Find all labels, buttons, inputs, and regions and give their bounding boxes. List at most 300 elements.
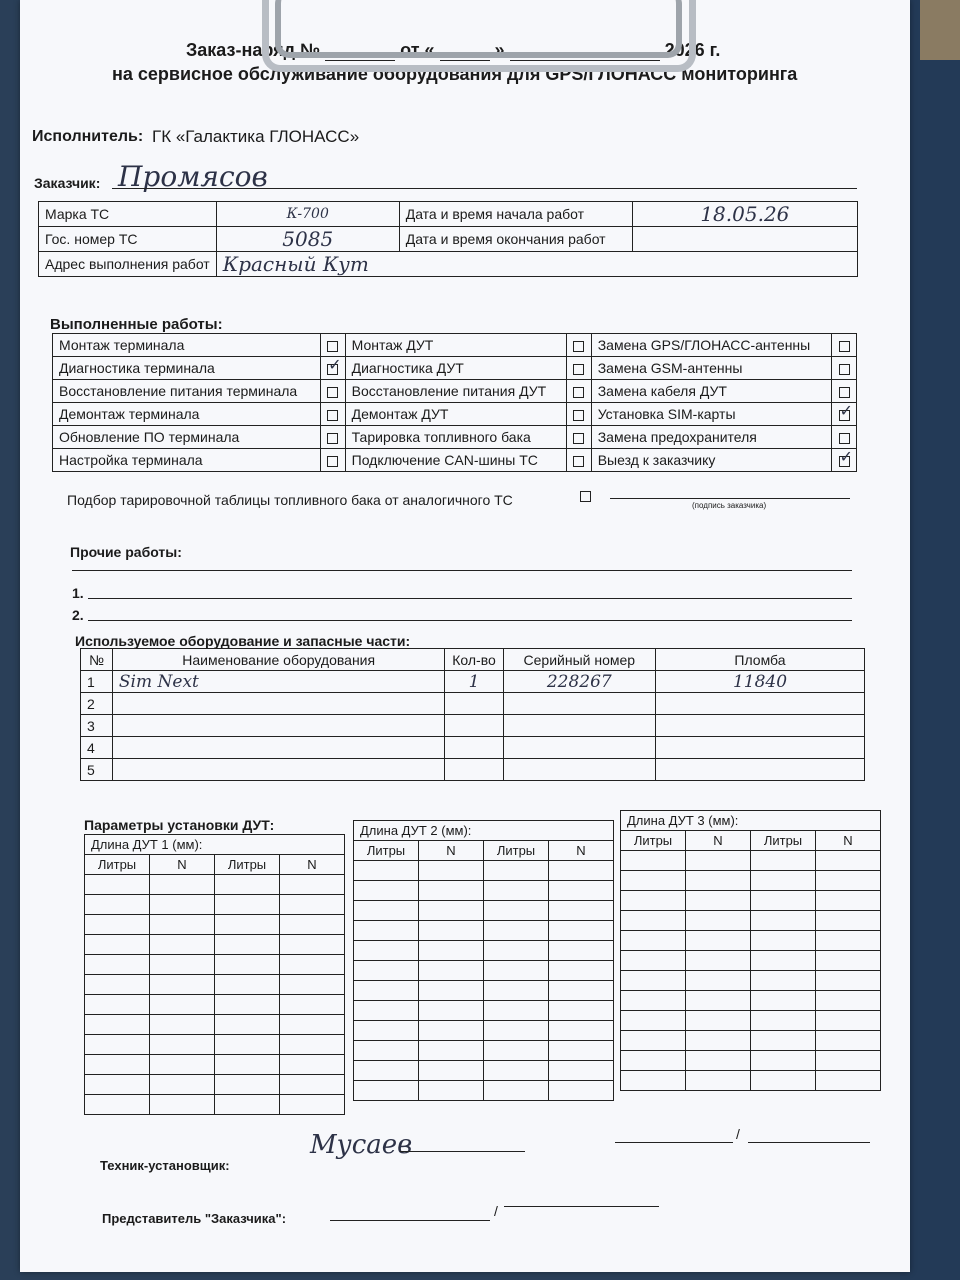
dut-cell[interactable] (85, 935, 150, 955)
work-item-label: Настройка терминала (53, 449, 321, 472)
dut-row (354, 1081, 614, 1101)
dut-cell[interactable] (549, 1061, 614, 1081)
dut-cell[interactable] (751, 871, 816, 891)
equipment-label: Используемое оборудование и запасные части: (75, 633, 411, 649)
dut-params-label: Параметры установки ДУТ: (84, 817, 275, 833)
executor-value: ГК «Галактика ГЛОНАСС» (152, 127, 360, 146)
dut-row (85, 1055, 345, 1075)
dut-cell[interactable] (215, 1035, 280, 1055)
work-item-label: Диагностика ДУТ (345, 357, 566, 380)
customer-value[interactable]: Промясов (118, 160, 268, 193)
work-item-label: Демонтаж ДУТ (345, 403, 566, 426)
work-item-label: Восстановление питания ДУТ (345, 380, 566, 403)
dut-cell[interactable] (354, 981, 419, 1001)
order-date-label: от « (400, 40, 435, 60)
dut-cell[interactable] (549, 861, 614, 881)
works-label: Выполненные работы: (50, 316, 223, 333)
tariff-signature-line[interactable] (610, 498, 850, 499)
work-item-checkbox[interactable] (327, 364, 338, 375)
dut-cell[interactable] (354, 1081, 419, 1101)
customer-rep-name-line[interactable] (504, 1206, 659, 1207)
dut-cell[interactable] (150, 935, 215, 955)
page-subtitle: на сервисное обслуживание оборудования для GPS/ГЛОНАСС мониторинга (112, 64, 798, 84)
equipment-cell[interactable] (445, 715, 503, 737)
dut-cell[interactable] (549, 941, 614, 961)
work-item-label: Восстановление питания терминала (53, 380, 321, 403)
dut-row (354, 1001, 614, 1021)
dut-row (354, 961, 614, 981)
dut-cell[interactable] (419, 941, 484, 961)
dut-cell[interactable] (751, 971, 816, 991)
signature-line-b[interactable] (748, 1142, 870, 1143)
dut-cell[interactable] (85, 1015, 150, 1035)
dut-cell[interactable] (816, 931, 881, 951)
dut-cell[interactable] (419, 861, 484, 881)
work-item-checkbox-cell (832, 449, 857, 472)
dut-cell[interactable] (85, 1055, 150, 1075)
dut-cell[interactable] (85, 1075, 150, 1095)
dut-cell[interactable] (621, 1011, 686, 1031)
work-item-label: Выезд к заказчику (591, 449, 831, 472)
dut-cell[interactable] (280, 875, 345, 895)
technician-name-line[interactable] (400, 1151, 525, 1152)
work-item-checkbox[interactable] (839, 387, 850, 398)
dut-cell[interactable] (484, 961, 549, 981)
dut-cell[interactable] (686, 1031, 751, 1051)
dut-cell[interactable] (215, 875, 280, 895)
dut-row (621, 871, 881, 891)
dut-cell[interactable] (150, 895, 215, 915)
other-works-item-2: 2. (72, 607, 84, 623)
dut-cell[interactable] (816, 971, 881, 991)
dut-cell[interactable] (686, 891, 751, 911)
dut-cell[interactable] (150, 1015, 215, 1035)
end-value[interactable] (632, 227, 857, 252)
dut-cell[interactable] (686, 871, 751, 891)
signature-slash-a: / (736, 1126, 740, 1142)
dut-row (621, 851, 881, 871)
equipment-cell[interactable] (655, 759, 864, 781)
dut-cell[interactable] (215, 915, 280, 935)
work-item-checkbox[interactable] (839, 433, 850, 444)
dut-cell[interactable] (751, 1011, 816, 1031)
equipment-table (80, 648, 865, 781)
dut-cell[interactable] (816, 891, 881, 911)
equipment-cell: 5 (81, 759, 113, 781)
dut-row (621, 911, 881, 931)
dut-cell[interactable] (419, 1081, 484, 1101)
equipment-cell[interactable] (655, 693, 864, 715)
dut-cell[interactable] (419, 1021, 484, 1041)
dut-row (354, 861, 614, 881)
dut-cell[interactable] (751, 991, 816, 1011)
equipment-cell[interactable] (445, 759, 503, 781)
work-item-checkbox[interactable] (327, 433, 338, 444)
dut-cell[interactable] (686, 911, 751, 931)
dut-cell[interactable] (621, 851, 686, 871)
dut-cell[interactable] (419, 981, 484, 1001)
equipment-cell[interactable] (503, 715, 655, 737)
dut-cell[interactable] (85, 955, 150, 975)
dut-header-cell: N (419, 841, 484, 861)
dut-table (84, 834, 345, 1115)
end-label: Дата и время окончания работ (399, 227, 632, 252)
other-works-line-2[interactable] (88, 620, 852, 621)
equipment-cell[interactable] (503, 759, 655, 781)
dut-cell[interactable] (549, 881, 614, 901)
dut-cell[interactable] (150, 1075, 215, 1095)
dut-cell[interactable] (85, 915, 150, 935)
dut-cell[interactable] (484, 941, 549, 961)
make-label: Марка ТС (39, 202, 217, 227)
customer-rep-signature-line[interactable] (330, 1220, 490, 1221)
work-item-checkbox-cell (566, 426, 591, 449)
dut-row (354, 901, 614, 921)
work-item-label: Подключение CAN-шины ТС (345, 449, 566, 472)
dut-row (621, 1071, 881, 1091)
works-row (53, 426, 857, 449)
work-item-checkbox-cell (566, 357, 591, 380)
dut-header-cell: N (280, 855, 345, 875)
dut-cell[interactable] (280, 895, 345, 915)
dut-cell[interactable] (280, 995, 345, 1015)
equipment-cell[interactable]: 1 (445, 671, 503, 693)
dut-cell[interactable] (484, 861, 549, 881)
dut-cell[interactable] (621, 871, 686, 891)
dut-cell[interactable] (686, 931, 751, 951)
technician-label: Техник-установщик: (100, 1158, 230, 1173)
work-item-checkbox-cell (832, 403, 857, 426)
dut-cell[interactable] (354, 1061, 419, 1081)
dut-cell[interactable] (621, 991, 686, 1011)
equipment-cell[interactable] (503, 693, 655, 715)
equipment-header-cell: № (81, 649, 113, 671)
work-item-checkbox[interactable] (327, 387, 338, 398)
dut-cell[interactable] (686, 1051, 751, 1071)
dut-row (621, 991, 881, 1011)
work-item-checkbox[interactable] (327, 456, 338, 467)
dut-cell[interactable] (686, 851, 751, 871)
dut-header-cell: Литры (484, 841, 549, 861)
dut-cell[interactable] (686, 951, 751, 971)
dut-row (85, 935, 345, 955)
work-item-checkbox[interactable] (573, 433, 584, 444)
dut-cell[interactable] (621, 931, 686, 951)
dut-cell[interactable] (686, 991, 751, 1011)
dut-cell[interactable] (354, 921, 419, 941)
dut-cell[interactable] (816, 1051, 881, 1071)
dut-cell[interactable] (85, 1095, 150, 1115)
dut-cell[interactable] (621, 1071, 686, 1091)
work-item-checkbox-cell (566, 449, 591, 472)
work-item-checkbox[interactable] (573, 341, 584, 352)
dut-row (621, 1011, 881, 1031)
dut-cell[interactable] (85, 875, 150, 895)
work-item-checkbox-cell (320, 334, 345, 357)
equipment-cell[interactable] (112, 715, 445, 737)
dut-cell[interactable] (549, 921, 614, 941)
dut-row (85, 955, 345, 975)
dut-row (354, 1061, 614, 1081)
dut-cell[interactable] (751, 1071, 816, 1091)
dut-cell[interactable] (621, 1051, 686, 1071)
dut-table (353, 820, 614, 1101)
dut-cell[interactable] (215, 975, 280, 995)
dut-row (621, 891, 881, 911)
dut-cell[interactable] (280, 975, 345, 995)
order-date-close: » (494, 40, 505, 60)
dut-3-block (620, 810, 881, 1091)
equipment-header-cell: Наименование оборудования (112, 649, 445, 671)
dut-cell[interactable] (280, 935, 345, 955)
dut-cell[interactable] (85, 995, 150, 1015)
dut-cell[interactable] (85, 895, 150, 915)
dut-cell[interactable] (354, 941, 419, 961)
dut-cell[interactable] (354, 861, 419, 881)
dut-row (85, 1015, 345, 1035)
dut-cell[interactable] (549, 1001, 614, 1021)
dut-cell[interactable] (816, 1011, 881, 1031)
work-item-label: Замена GSM-антенны (591, 357, 831, 380)
equipment-cell[interactable]: 11840 (655, 671, 864, 693)
dut-cell[interactable] (419, 1041, 484, 1061)
dut-cell[interactable] (751, 1051, 816, 1071)
dut-cell[interactable] (215, 1095, 280, 1115)
dut-row (354, 1021, 614, 1041)
work-item-label: Замена предохранителя (591, 426, 831, 449)
dut-length-label[interactable]: Длина ДУТ 2 (мм): (354, 821, 614, 841)
dut-cell[interactable] (150, 915, 215, 935)
dut-cell[interactable] (484, 981, 549, 1001)
dut-cell[interactable] (354, 901, 419, 921)
dut-cell[interactable] (150, 995, 215, 1015)
dut-cell[interactable] (419, 1001, 484, 1021)
work-item-checkbox[interactable] (327, 410, 338, 421)
tariff-label: Подбор тарировочной таблицы топливного бака от аналогичного ТС (67, 492, 513, 508)
dut-cell[interactable] (751, 911, 816, 931)
dut-cell[interactable] (549, 1021, 614, 1041)
dut-cell[interactable] (354, 1041, 419, 1061)
dut-cell[interactable] (484, 1021, 549, 1041)
dut-header-cell: Литры (215, 855, 280, 875)
customer-underline (112, 188, 857, 189)
equipment-cell[interactable] (445, 693, 503, 715)
dut-row (354, 881, 614, 901)
other-works-label: Прочие работы: (70, 544, 182, 560)
dut-cell[interactable] (816, 951, 881, 971)
dut-row (85, 875, 345, 895)
dut-cell[interactable] (419, 881, 484, 901)
dut-cell[interactable] (549, 1041, 614, 1061)
dut-cell[interactable] (751, 931, 816, 951)
background-surface (920, 0, 960, 60)
start-label: Дата и время начала работ (399, 202, 632, 227)
dut-cell[interactable] (751, 1031, 816, 1051)
address-label: Адрес выполнения работ (39, 252, 217, 277)
customer-label: Заказчик: (34, 175, 101, 191)
work-item-checkbox[interactable] (573, 387, 584, 398)
dut-cell[interactable] (280, 1055, 345, 1075)
dut-cell[interactable] (621, 971, 686, 991)
work-item-checkbox[interactable] (327, 341, 338, 352)
address-value[interactable]: Красный Кут (216, 252, 857, 277)
equipment-row (81, 759, 865, 781)
equipment-cell[interactable] (112, 693, 445, 715)
dut-cell[interactable] (484, 1041, 549, 1061)
dut-2-block (353, 820, 614, 1101)
dut-cell[interactable] (621, 891, 686, 911)
equipment-header-cell: Серийный номер (503, 649, 655, 671)
work-item-label: Демонтаж терминала (53, 403, 321, 426)
dut-cell[interactable] (751, 891, 816, 911)
dut-cell[interactable] (419, 961, 484, 981)
work-item-checkbox[interactable] (839, 410, 850, 421)
dut-cell[interactable] (85, 975, 150, 995)
signature-line-a[interactable] (615, 1142, 733, 1143)
dut-cell[interactable] (816, 991, 881, 1011)
equipment-cell[interactable] (503, 737, 655, 759)
dut-cell[interactable] (280, 1015, 345, 1035)
dut-length-label[interactable]: Длина ДУТ 1 (мм): (85, 835, 345, 855)
dut-row (354, 981, 614, 1001)
dut-length-label[interactable]: Длина ДУТ 3 (мм): (621, 811, 881, 831)
dut-cell[interactable] (621, 1031, 686, 1051)
dut-cell[interactable] (280, 1095, 345, 1115)
dut-cell[interactable] (484, 1081, 549, 1101)
dut-row (85, 1035, 345, 1055)
works-row (53, 449, 857, 472)
equipment-cell: 2 (81, 693, 113, 715)
work-item-checkbox[interactable] (839, 341, 850, 352)
equipment-cell[interactable] (112, 737, 445, 759)
dut-cell[interactable] (816, 851, 881, 871)
other-works-line[interactable] (72, 570, 852, 571)
work-item-checkbox[interactable] (573, 456, 584, 467)
dut-cell[interactable] (280, 1075, 345, 1095)
work-item-checkbox-cell (832, 380, 857, 403)
dut-cell[interactable] (215, 895, 280, 915)
equipment-cell[interactable]: 228267 (503, 671, 655, 693)
dut-cell[interactable] (816, 1071, 881, 1091)
dut-cell[interactable] (150, 1055, 215, 1075)
other-works-line-1[interactable] (88, 598, 852, 599)
dut-cell[interactable] (419, 1061, 484, 1081)
dut-row (621, 1031, 881, 1051)
make-value[interactable]: К-700 (216, 202, 399, 227)
dut-cell[interactable] (484, 881, 549, 901)
dut-cell[interactable] (419, 921, 484, 941)
dut-row (621, 971, 881, 991)
dut-cell[interactable] (549, 981, 614, 1001)
work-item-label: Установка SIM-карты (591, 403, 831, 426)
executor-label: Исполнитель: (32, 128, 144, 145)
plate-value[interactable]: 5085 (216, 227, 399, 252)
dut-cell[interactable] (686, 971, 751, 991)
dut-cell[interactable] (150, 975, 215, 995)
dut-header-cell: Литры (751, 831, 816, 851)
technician-signature[interactable]: Мусаев (310, 1130, 413, 1160)
dut-cell[interactable] (150, 955, 215, 975)
work-order-sheet (20, 0, 910, 1272)
work-item-label: Замена кабеля ДУТ (591, 380, 831, 403)
dut-cell[interactable] (150, 1035, 215, 1055)
dut-cell[interactable] (484, 901, 549, 921)
dut-cell[interactable] (816, 911, 881, 931)
dut-header-cell: N (150, 855, 215, 875)
dut-cell[interactable] (215, 955, 280, 975)
work-item-checkbox-cell (320, 426, 345, 449)
equipment-cell[interactable] (445, 737, 503, 759)
dut-cell[interactable] (354, 1001, 419, 1021)
dut-cell[interactable] (816, 1031, 881, 1051)
order-year: 2026 г. (664, 40, 721, 60)
start-value[interactable]: 18.05.26 (632, 202, 857, 227)
work-item-checkbox[interactable] (573, 410, 584, 421)
work-item-checkbox-cell (566, 403, 591, 426)
dut-cell[interactable] (215, 935, 280, 955)
works-table (52, 333, 857, 472)
dut-cell[interactable] (280, 955, 345, 975)
tariff-checkbox[interactable] (580, 491, 591, 502)
equipment-cell[interactable]: Sim Next (112, 671, 445, 693)
work-item-label: Монтаж терминала (53, 334, 321, 357)
dut-cell[interactable] (816, 871, 881, 891)
dut-cell[interactable] (621, 951, 686, 971)
dut-cell[interactable] (280, 1035, 345, 1055)
dut-cell[interactable] (549, 961, 614, 981)
dut-cell[interactable] (751, 951, 816, 971)
dut-cell[interactable] (215, 995, 280, 1015)
work-item-checkbox[interactable] (573, 364, 584, 375)
dut-cell[interactable] (484, 921, 549, 941)
dut-cell[interactable] (484, 1061, 549, 1081)
dut-cell[interactable] (419, 901, 484, 921)
dut-cell[interactable] (354, 1021, 419, 1041)
dut-row (85, 1095, 345, 1115)
dut-cell[interactable] (215, 1015, 280, 1035)
dut-cell[interactable] (85, 1035, 150, 1055)
dut-cell[interactable] (549, 901, 614, 921)
dut-cell[interactable] (751, 851, 816, 871)
dut-row (621, 951, 881, 971)
dut-cell[interactable] (621, 911, 686, 931)
work-item-label: Замена GPS/ГЛОНАСС-антенны (591, 334, 831, 357)
work-item-checkbox-cell (320, 357, 345, 380)
dut-header-cell: Литры (85, 855, 150, 875)
dut-cell[interactable] (686, 1071, 751, 1091)
dut-cell[interactable] (686, 1011, 751, 1031)
dut-cell[interactable] (484, 1001, 549, 1021)
dut-row (85, 895, 345, 915)
work-item-checkbox[interactable] (839, 456, 850, 467)
equipment-cell[interactable] (655, 715, 864, 737)
dut-cell[interactable] (150, 1095, 215, 1115)
dut-cell[interactable] (215, 1075, 280, 1095)
dut-cell[interactable] (354, 881, 419, 901)
dut-table (620, 810, 881, 1091)
dut-row (354, 941, 614, 961)
dut-cell[interactable] (280, 915, 345, 935)
order-number-label: Заказ-наряд № (186, 40, 321, 60)
dut-cell[interactable] (150, 875, 215, 895)
work-item-checkbox[interactable] (839, 364, 850, 375)
equipment-cell[interactable] (112, 759, 445, 781)
dut-cell[interactable] (354, 961, 419, 981)
equipment-cell[interactable] (655, 737, 864, 759)
dut-cell[interactable] (215, 1055, 280, 1075)
work-item-checkbox-cell (566, 380, 591, 403)
dut-cell[interactable] (549, 1081, 614, 1101)
